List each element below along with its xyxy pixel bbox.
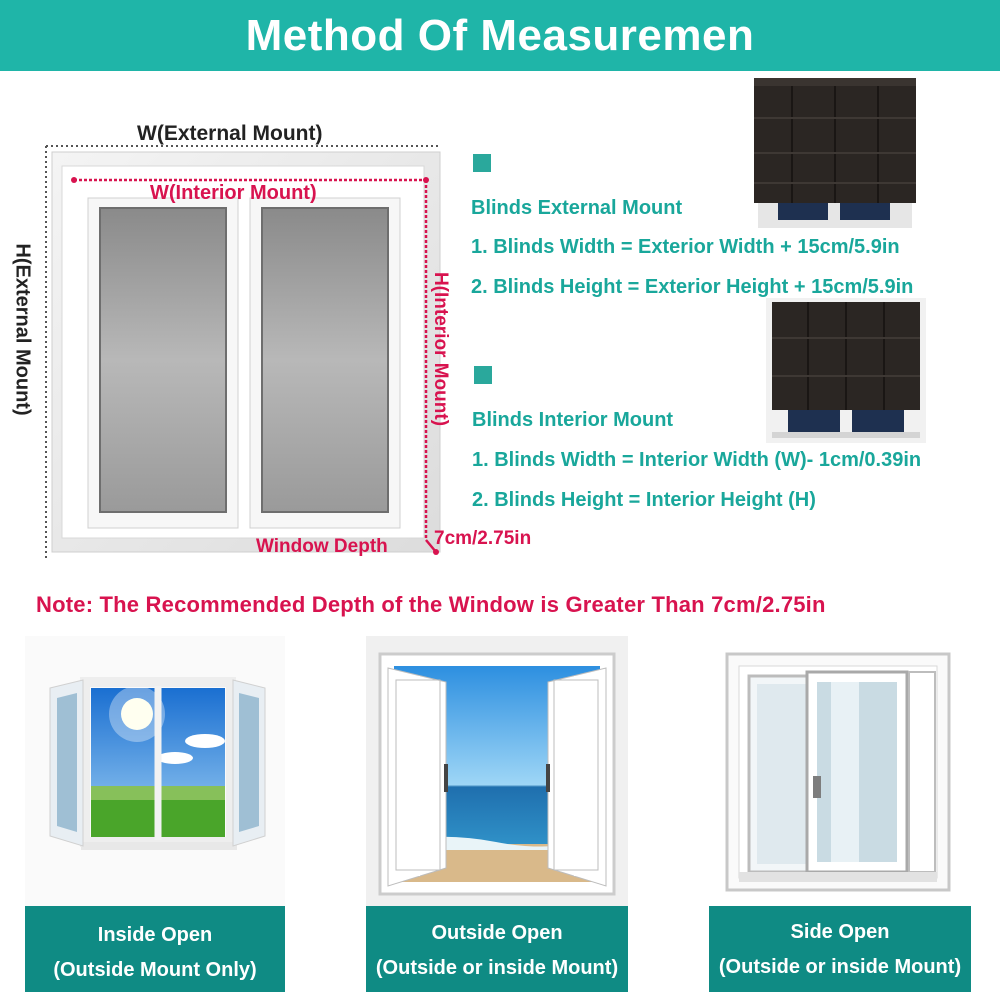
bullet-square-icon — [474, 366, 492, 384]
window-measurement-diagram — [0, 80, 470, 580]
bullet-square-icon — [473, 154, 491, 172]
h-external-label: H(External Mount) — [11, 243, 34, 416]
card-side-open — [709, 636, 971, 992]
header-banner — [0, 0, 1000, 71]
card-subtitle: (Outside or inside Mount) — [375, 957, 619, 979]
interior-blind-image — [766, 298, 926, 443]
external-mount-width: 1. Blinds Width = Exterior Width + 15cm/5.9in — [471, 236, 900, 258]
card-subtitle: (Outside or inside Mount) — [718, 956, 962, 978]
interior-mount-height: 2. Blinds Height = Interior Height (H) — [472, 489, 816, 511]
outside-open-window-image — [366, 636, 628, 906]
interior-mount-width: 1. Blinds Width = Interior Width (W)- 1cm/0.39in — [472, 449, 922, 471]
page-title: Method Of Measuremen — [245, 10, 755, 60]
depth-value: 7cm/2.75in — [434, 528, 532, 549]
external-mount-title: Blinds External Mount — [471, 197, 683, 219]
card-inside-open — [25, 636, 285, 992]
w-external-label: W(External Mount) — [137, 122, 323, 145]
h-interior-label: H(Interior Mount) — [430, 271, 451, 427]
interior-mount-title: Blinds Interior Mount — [472, 409, 674, 431]
side-open-window-image — [709, 636, 971, 906]
depth-note: Note: The Recommended Depth of the Window is Greater Than 7cm/2.75in — [36, 592, 826, 617]
window-depth-label: Window Depth — [256, 536, 388, 557]
card-title: Outside Open — [431, 922, 563, 944]
card-title: Inside Open — [97, 924, 213, 946]
card-title: Side Open — [790, 921, 890, 943]
card-subtitle: (Outside Mount Only) — [53, 959, 257, 981]
w-interior-label: W(Interior Mount) — [150, 182, 317, 204]
external-mount-height: 2. Blinds Height = Exterior Height + 15cm/5.9in — [471, 276, 914, 298]
card-outside-open — [366, 636, 628, 992]
inside-open-window-image — [25, 636, 285, 906]
external-blind-image — [750, 78, 920, 228]
